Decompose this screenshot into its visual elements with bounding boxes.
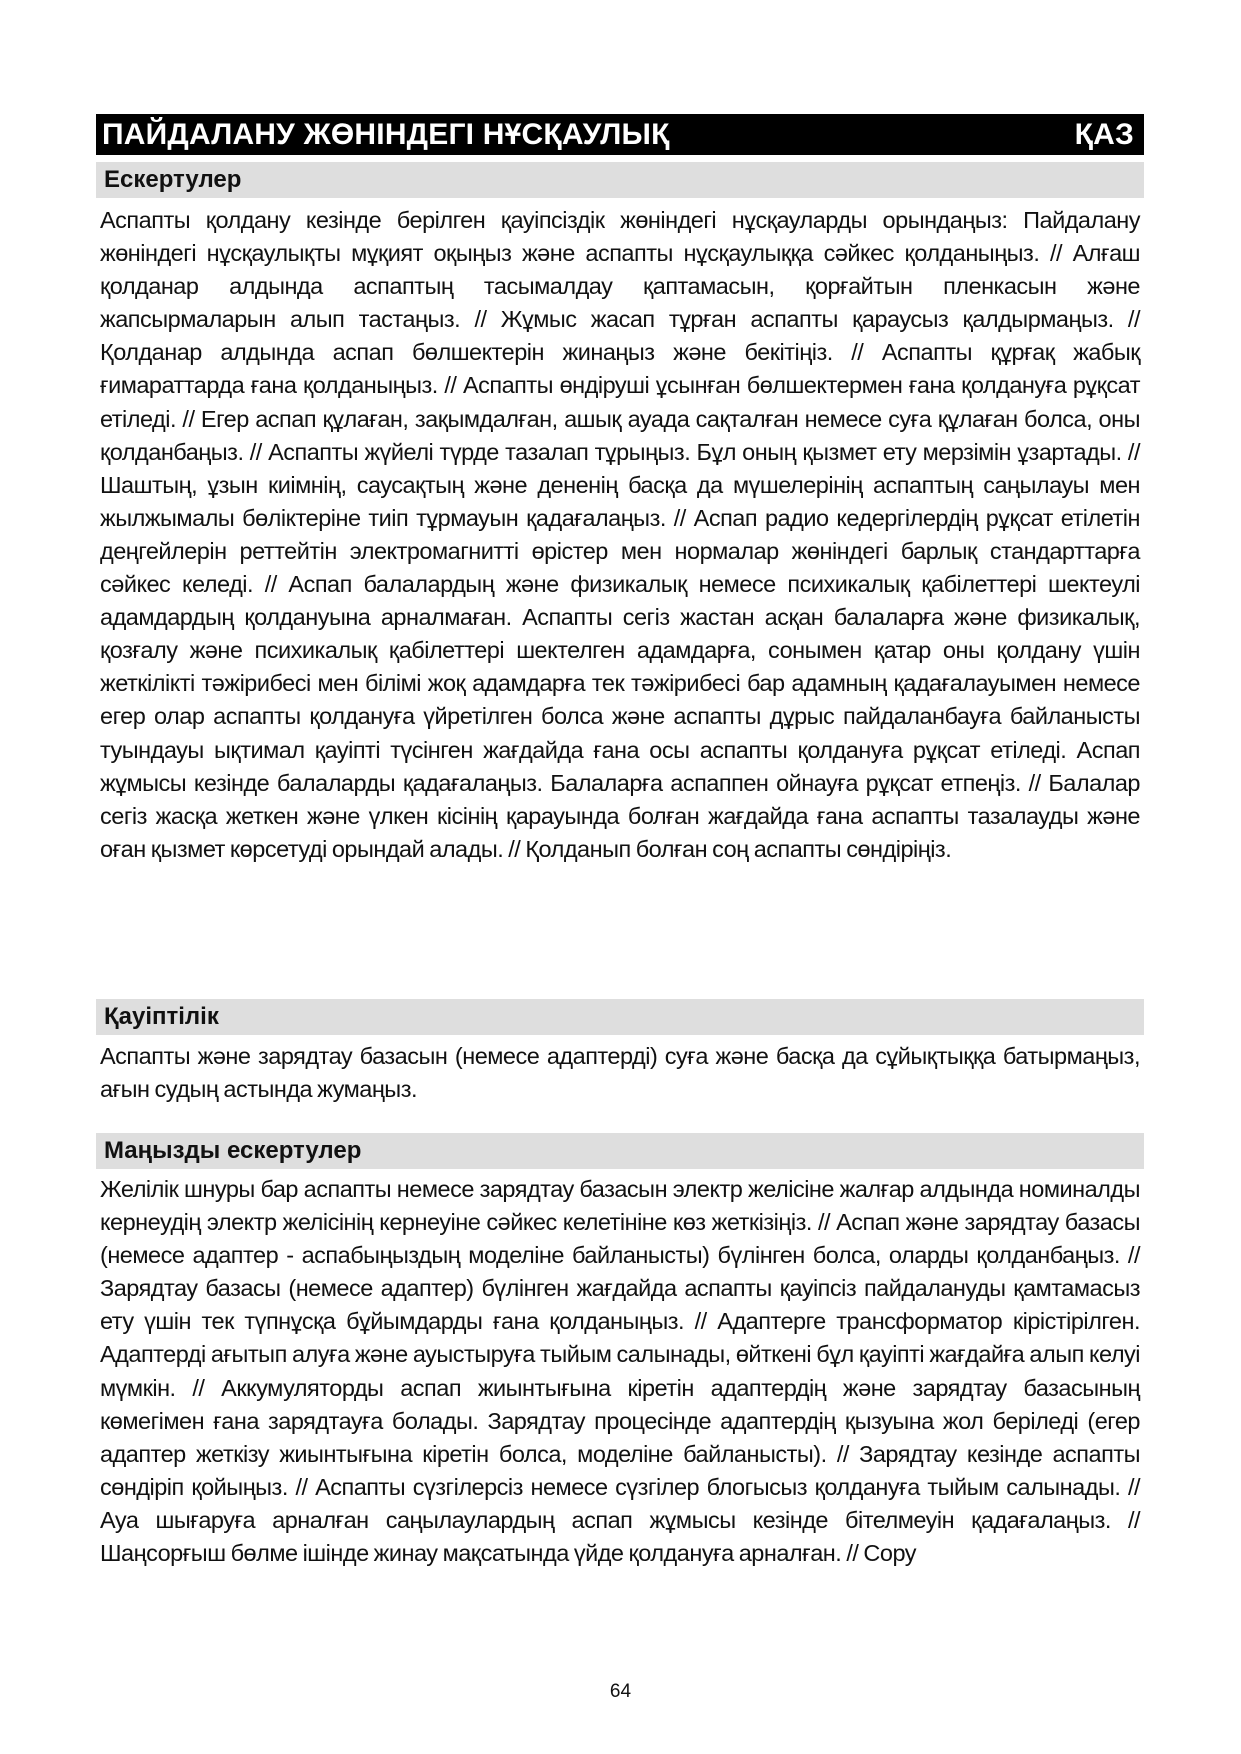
page-title: ПАЙДАЛАНУ ЖӨНІНДЕГІ НҰСҚАУЛЫҚ [102, 117, 670, 151]
section-heading-danger: Қауіптілік [96, 999, 1144, 1035]
page-number: 64 [609, 1681, 632, 1702]
language-code: ҚАЗ [1074, 117, 1134, 151]
section-text-danger: Аспапты және зарядтау базасын (немесе адаптерді) суға және басқа да сұйықтыққа батырмаңыз, ағын судың астында жумаңыз. [100, 1043, 1140, 1103]
section-heading-important-warnings: Маңызды ескертулер [96, 1133, 1144, 1169]
title-bar [96, 114, 1144, 155]
section-text-important-warnings: Желілік шнуры бар аспапты немесе зарядтау базасын электр желісіне жалғар алдында номиналды кернеудің электр желісінің кернеуіне сәйкес келетініне көз жеткізіңіз. // Аспап және зарядтау базасы (немесе адаптер - аспабыңыздың моделіне байланысты) бүлінген болса, оларды қолданбаңыз. // Зарядтау базасы (немесе адаптер) бүлінген жағдайда аспапты қауіпсіз пайдалануды қамтамасыз ету үшін тек түпнұсқа бұйымдарды ғана қолданыңыз. // Адаптерге трансформатор кірістірілген. Адаптерді ағытып алуға және ауыстыруға тыйым салынады, өйткені бұл қауіпті жағдайға алып келуі мүмкін. // Аккумуляторды аспап жиынтығына кіретін адаптердің және зарядтау базасының көмегімен ғана зарядтауға болады. Зарядтау процесінде адаптердің қызуына жол беріледі (егер адаптер жеткізу жиынтығына кіретін болса, моделіне байланысты). // Зарядтау кезінде аспапты сөндіріп қойыңыз. // Аспапты сүзгілерсіз немесе сүзгілер блогысыз қолдануға тыйым салынады. // Ауа шығаруға арналған саңылаулардың аспап жұмысы кезінде бітелмеуін қадағалаңыз. // Шаңсорғыш бөлме ішінде жинау мақсатында үйде қолдануға арналған. // Сору [100, 1176, 1140, 1567]
section-heading-warnings: Ескертулер [96, 162, 1144, 198]
section-text-warnings: Аспапты қолдану кезінде берілген қауіпсіздік жөніндегі нұсқауларды орындаңыз: Пайдалану жөніндегі нұсқаулықты мұқият оқыңыз және аспапты нұсқаулыққа сәйкес қолданыңыз. // Алғаш қолданар алдында аспаптың тасымалдау қаптамасын, қорғайтын пленкасын және жапсырмаларын алып тастаңыз. // Жұмыс жасап тұрған аспапты қараусыз қалдырмаңыз. // Қолданар алдында аспап бөлшектерін жинаңыз және бекітіңіз. // Аспапты құрғақ жабық ғимараттарда ғана қолданыңыз. // Аспапты өндіруші ұсынған бөлшектермен ғана қолдануға рұқсат етіледі. // Егер аспап құлаған, зақымдалған, ашық ауада сақталған немесе суға құлаған болса, оны қолданбаңыз. // Аспапты жүйелі түрде тазалап тұрыңыз. Бұл оның қызмет ету мерзімін ұзартады. // Шаштың, ұзын киімнің, саусақтың және дененің басқа да мүшелерінің аспаптың саңылауы мен жылжымалы бөліктеріне тиіп тұрмауын қадағалаңыз. // Аспап радио кедергілердің рұқсат етілетін деңгейлерін реттейтін электромагнитті өрістер мен нормалар жөніндегі барлық стандарттарға сәйкес келеді. // Аспап балалардың және физикалық немесе психикалық қабілеттері шектеулі адамдардың қолдануына арналмаған. Аспапты сегіз жастан асқан балаларға және физикалық, қозғалу және психикалық қабілеттері шектелген адамдарға, сонымен қатар оны қолдану үшін жеткілікті тәжірибесі мен білімі жоқ адамдарға тек тәжірибесі бар адамның қадағалауымен немесе егер олар аспапты қолдануға үйретілген болса және аспапты дұрыс пайдаланбауға байланысты туындауы ықтимал қауіпті түсінген жағдайда ғана осы аспапты қолдануға рұқсат етіледі. Аспап жұмысы кезінде балаларды қадағалаңыз. Балаларға аспаппен ойнауға рұқсат етпеңіз. // Балалар сегіз жасқа жеткен және үлкен кісінің қарауында болған жағдайда ғана аспапты тазалауды және оған қызмет көрсетуді орындай алады. // Қолданып болған соң аспапты сөндіріңіз. [100, 207, 1140, 862]
